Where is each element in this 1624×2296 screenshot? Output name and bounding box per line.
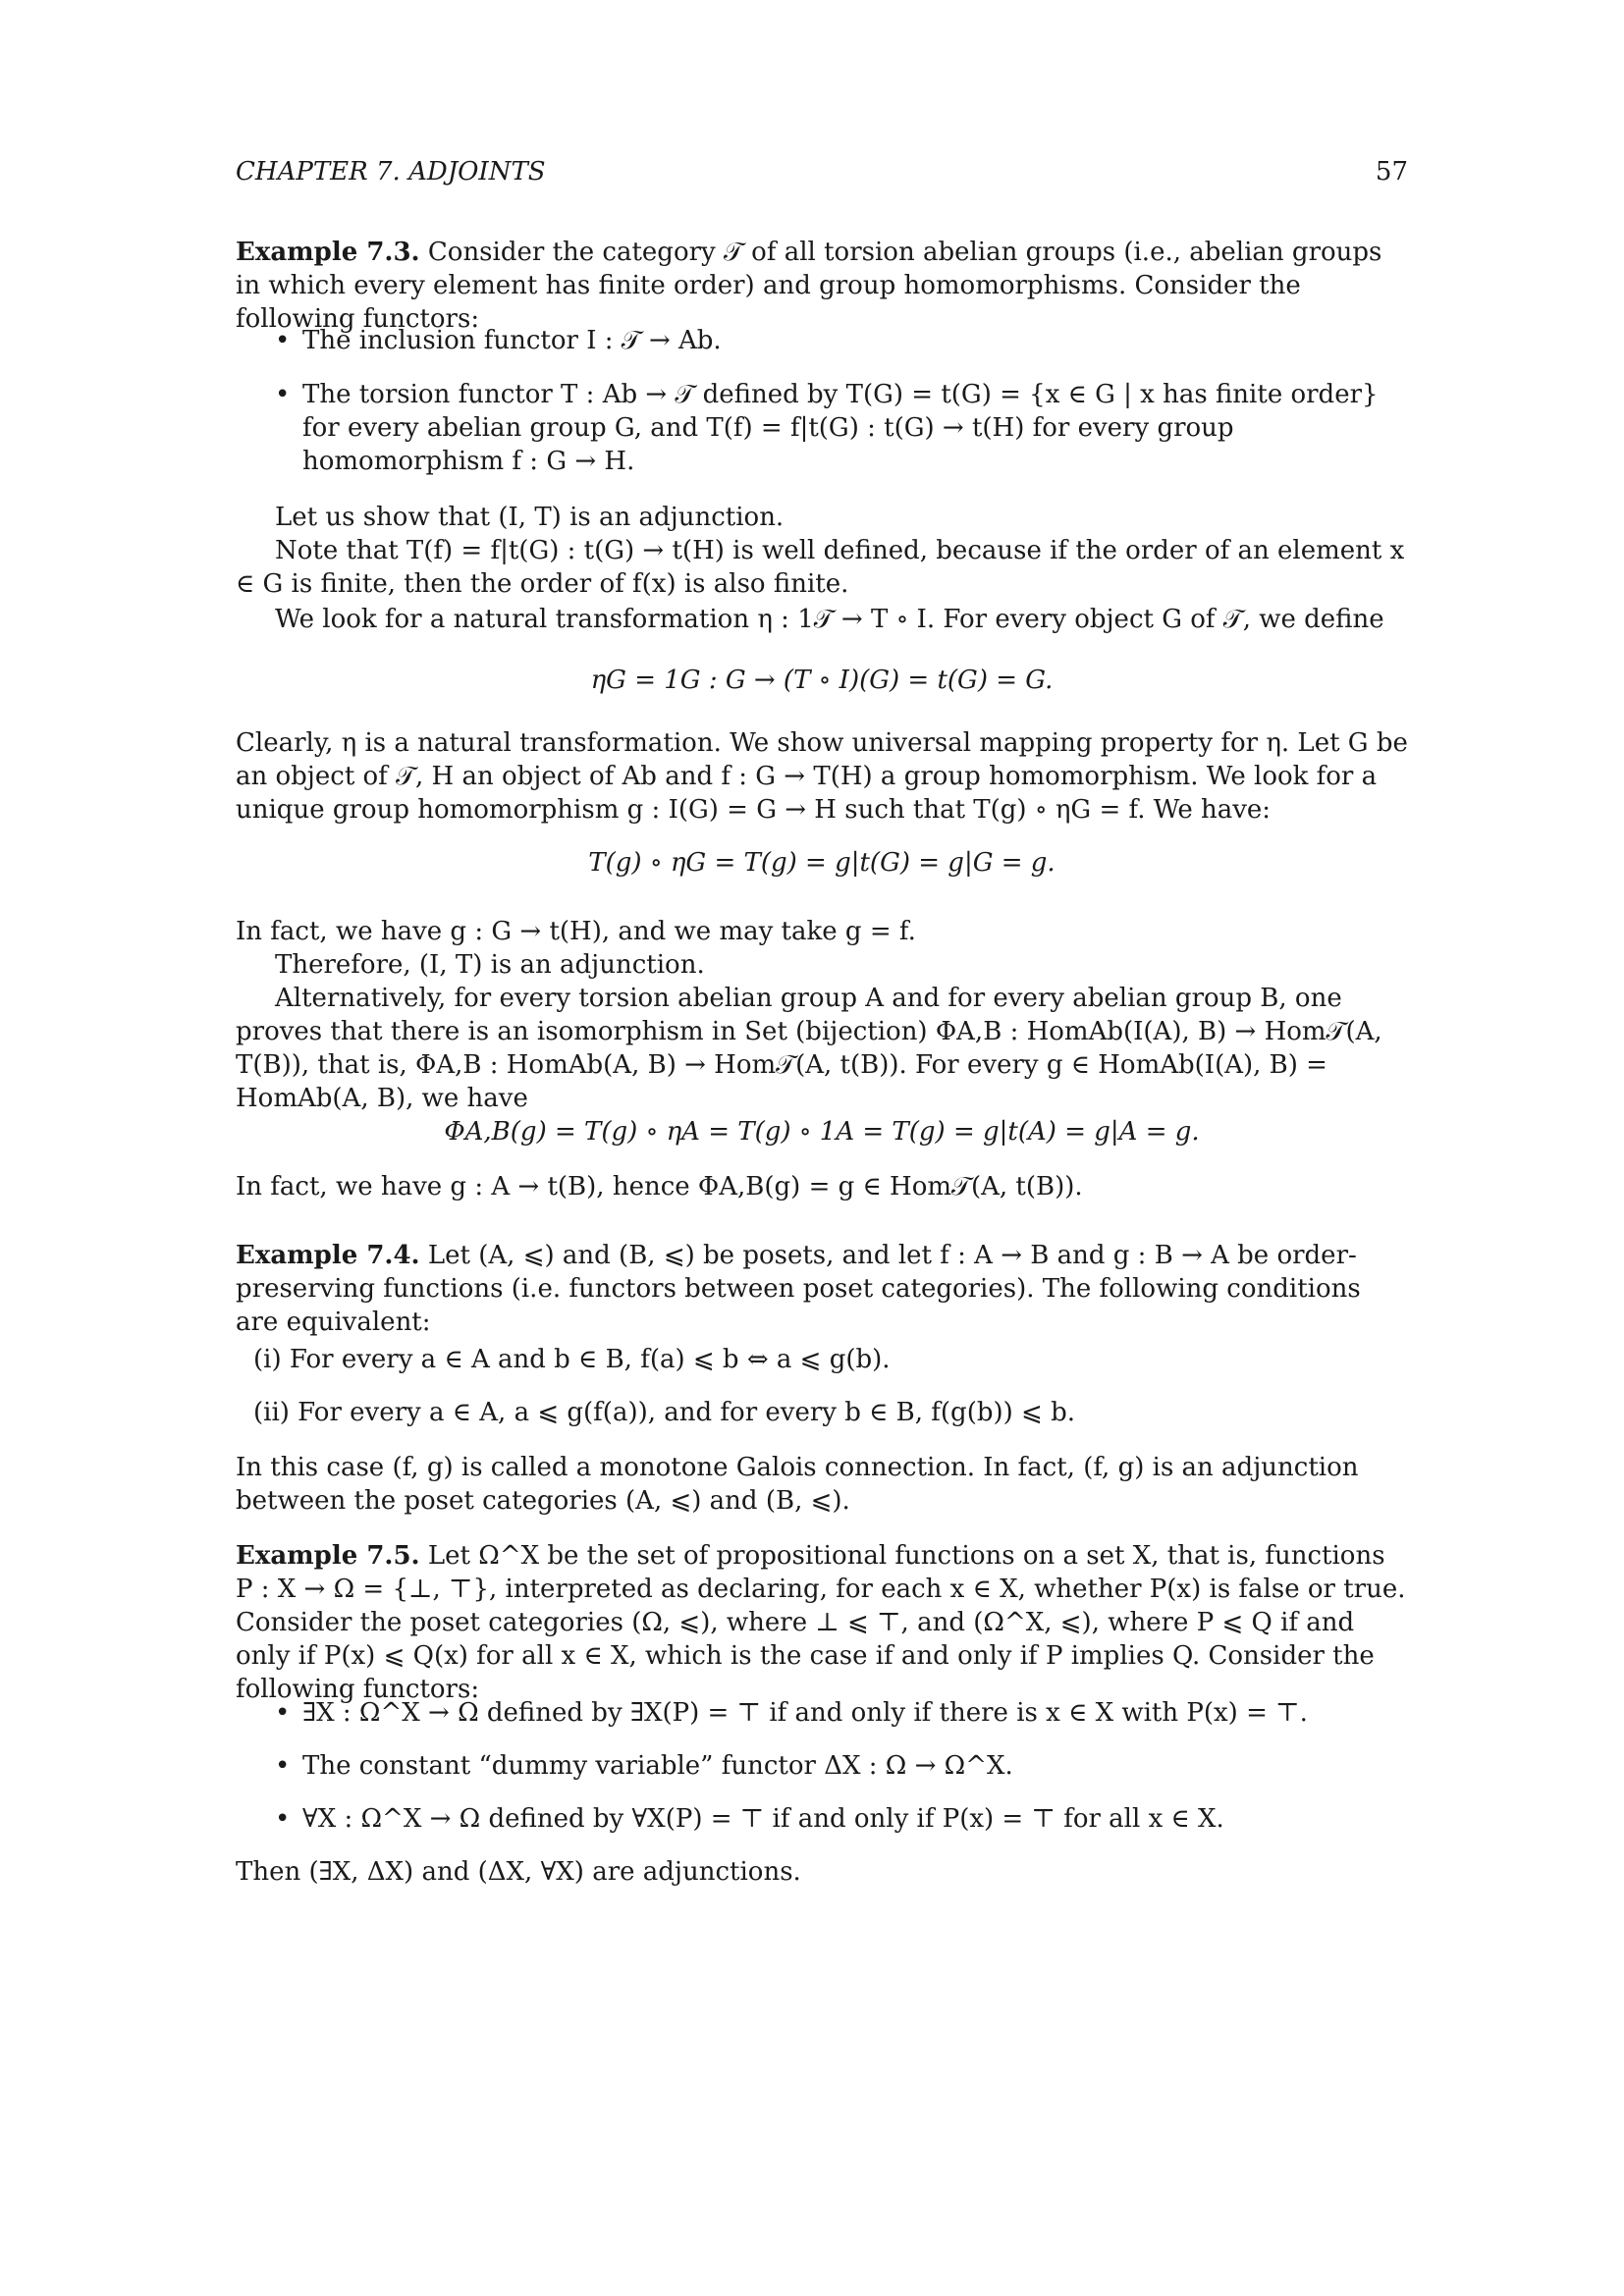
list-item: (ii) For every a ∈ A, a ⩽ g(f(a)), and for every b ∈ B, f(g(b)) ⩽ b. [253, 1398, 1075, 1427]
list-item: • The constant “dummy variable” functor ΔX : Ω → Ω^X. [275, 1749, 1408, 1783]
paragraph: In fact, we have g : A → t(B), hence ΦA,B(g) = g ∈ Hom𝒯(A, t(B)). [236, 1172, 1083, 1201]
paragraph: Alternatively, for every torsion abelian group A and for every abelian group B, one proves that there is an isomorphism in Set (bijection) ΦA,B : HomAb(I(A), B) → Hom𝒯(A, T(B)), that is, ΦA,B : HomAb(A, B) → Hom𝒯(A, t(B)). For every g ∈ HomAb(I(A), B) = HomAb(A, B), we have [236, 984, 1382, 1113]
example-7-5-intro [236, 1539, 1408, 1706]
example-label: Example 7.5. [236, 1541, 420, 1571]
paragraph: Consider the category 𝒯 of all torsion abelian groups (i.e., abelian groups in which every element has finite order) and group homomorphisms. Consider the following functors: [236, 238, 1382, 334]
list-item: • The inclusion functor I : 𝒯 → Ab. [275, 324, 1408, 357]
equation: T(g) ∘ ηG = T(g) = g|t(G) = g|G = g. [588, 848, 1056, 878]
list-item: • The torsion functor T : Ab → 𝒯 defined by T(G) = t(G) = {x ∈ G | x has finite order} for every abelian group G, and T(f) = f|t(G) : t(G) → t(H) for every group homomorphism f : G → H. [275, 378, 1408, 478]
paragraph: Note that T(f) = f|t(G) : t(G) → t(H) is well defined, because if the order of an element x ∈ G is finite, then the order of f(x) is also finite. [236, 536, 1405, 599]
paragraph: Then (∃X, ΔX) and (ΔX, ∀X) are adjunctions. [236, 1857, 801, 1887]
running-head: CHAPTER 7. ADJOINTS [236, 157, 546, 187]
paragraph: Let us show that (I, T) is an adjunction. [275, 503, 785, 532]
paragraph: We look for a natural transformation η : 1𝒯 → T ∘ I. For every object G of 𝒯, we define [275, 605, 1384, 634]
example-label: Example 7.3. [236, 238, 420, 267]
list-item: (i) For every a ∈ A and b ∈ B, f(a) ⩽ b ⇔ a ⩽ g(b). [253, 1345, 891, 1374]
equation: ηG = 1G : G → (T ∘ I)(G) = t(G) = G. [590, 666, 1054, 695]
example-label: Example 7.4. [236, 1241, 420, 1270]
paragraph: Let (A, ⩽) and (B, ⩽) be posets, and let f : A → B and g : B → A be order-preserving functions (i.e. functors between poset categories). The following conditions are equivalent: [236, 1241, 1361, 1337]
example-7-3-intro [236, 236, 1408, 336]
paragraph: Clearly, η is a natural transformation. We show universal mapping property for η. Let G be an object of 𝒯, H an object of Ab and f : G → T(H) a group homomorphism. We look for a unique group homomorphism g : I(G) = G → H such that T(g) ∘ ηG = f. We have: [236, 728, 1408, 825]
list-item: • ∃X : Ω^X → Ω defined by ∃X(P) = ⊤ if and only if there is x ∈ X with P(x) = ⊤. [275, 1696, 1408, 1730]
example-7-4-intro [236, 1239, 1408, 1339]
list-item: • ∀X : Ω^X → Ω defined by ∀X(P) = ⊤ if and only if P(x) = ⊤ for all x ∈ X. [275, 1802, 1408, 1836]
equation: ΦA,B(g) = T(g) ∘ ηA = T(g) ∘ 1A = T(g) = g|t(A) = g|A = g. [444, 1117, 1200, 1147]
page-number: 57 [1375, 157, 1408, 187]
paragraph: Let Ω^X be the set of propositional functions on a set X, that is, functions P : X → Ω = {⊥, ⊤}, interpreted as declaring, for each x ∈ X, whether P(x) is false or true. Consider the poset categories (Ω, ⩽), where ⊥ ⩽ ⊤, and (Ω^X, ⩽), where P ⩽ Q if and only if P(x) ⩽ Q(x) for all x ∈ X, which is the case if and only if P implies Q. Consider the following functors: [236, 1541, 1406, 1704]
paragraph: Therefore, (I, T) is an adjunction. [275, 950, 705, 980]
paragraph: In this case (f, g) is called a monotone Galois connection. In fact, (f, g) is an adjunction between the poset categories (A, ⩽) and (B, ⩽). [236, 1453, 1359, 1516]
paragraph: In fact, we have g : G → t(H), and we may take g = f. [236, 917, 916, 946]
